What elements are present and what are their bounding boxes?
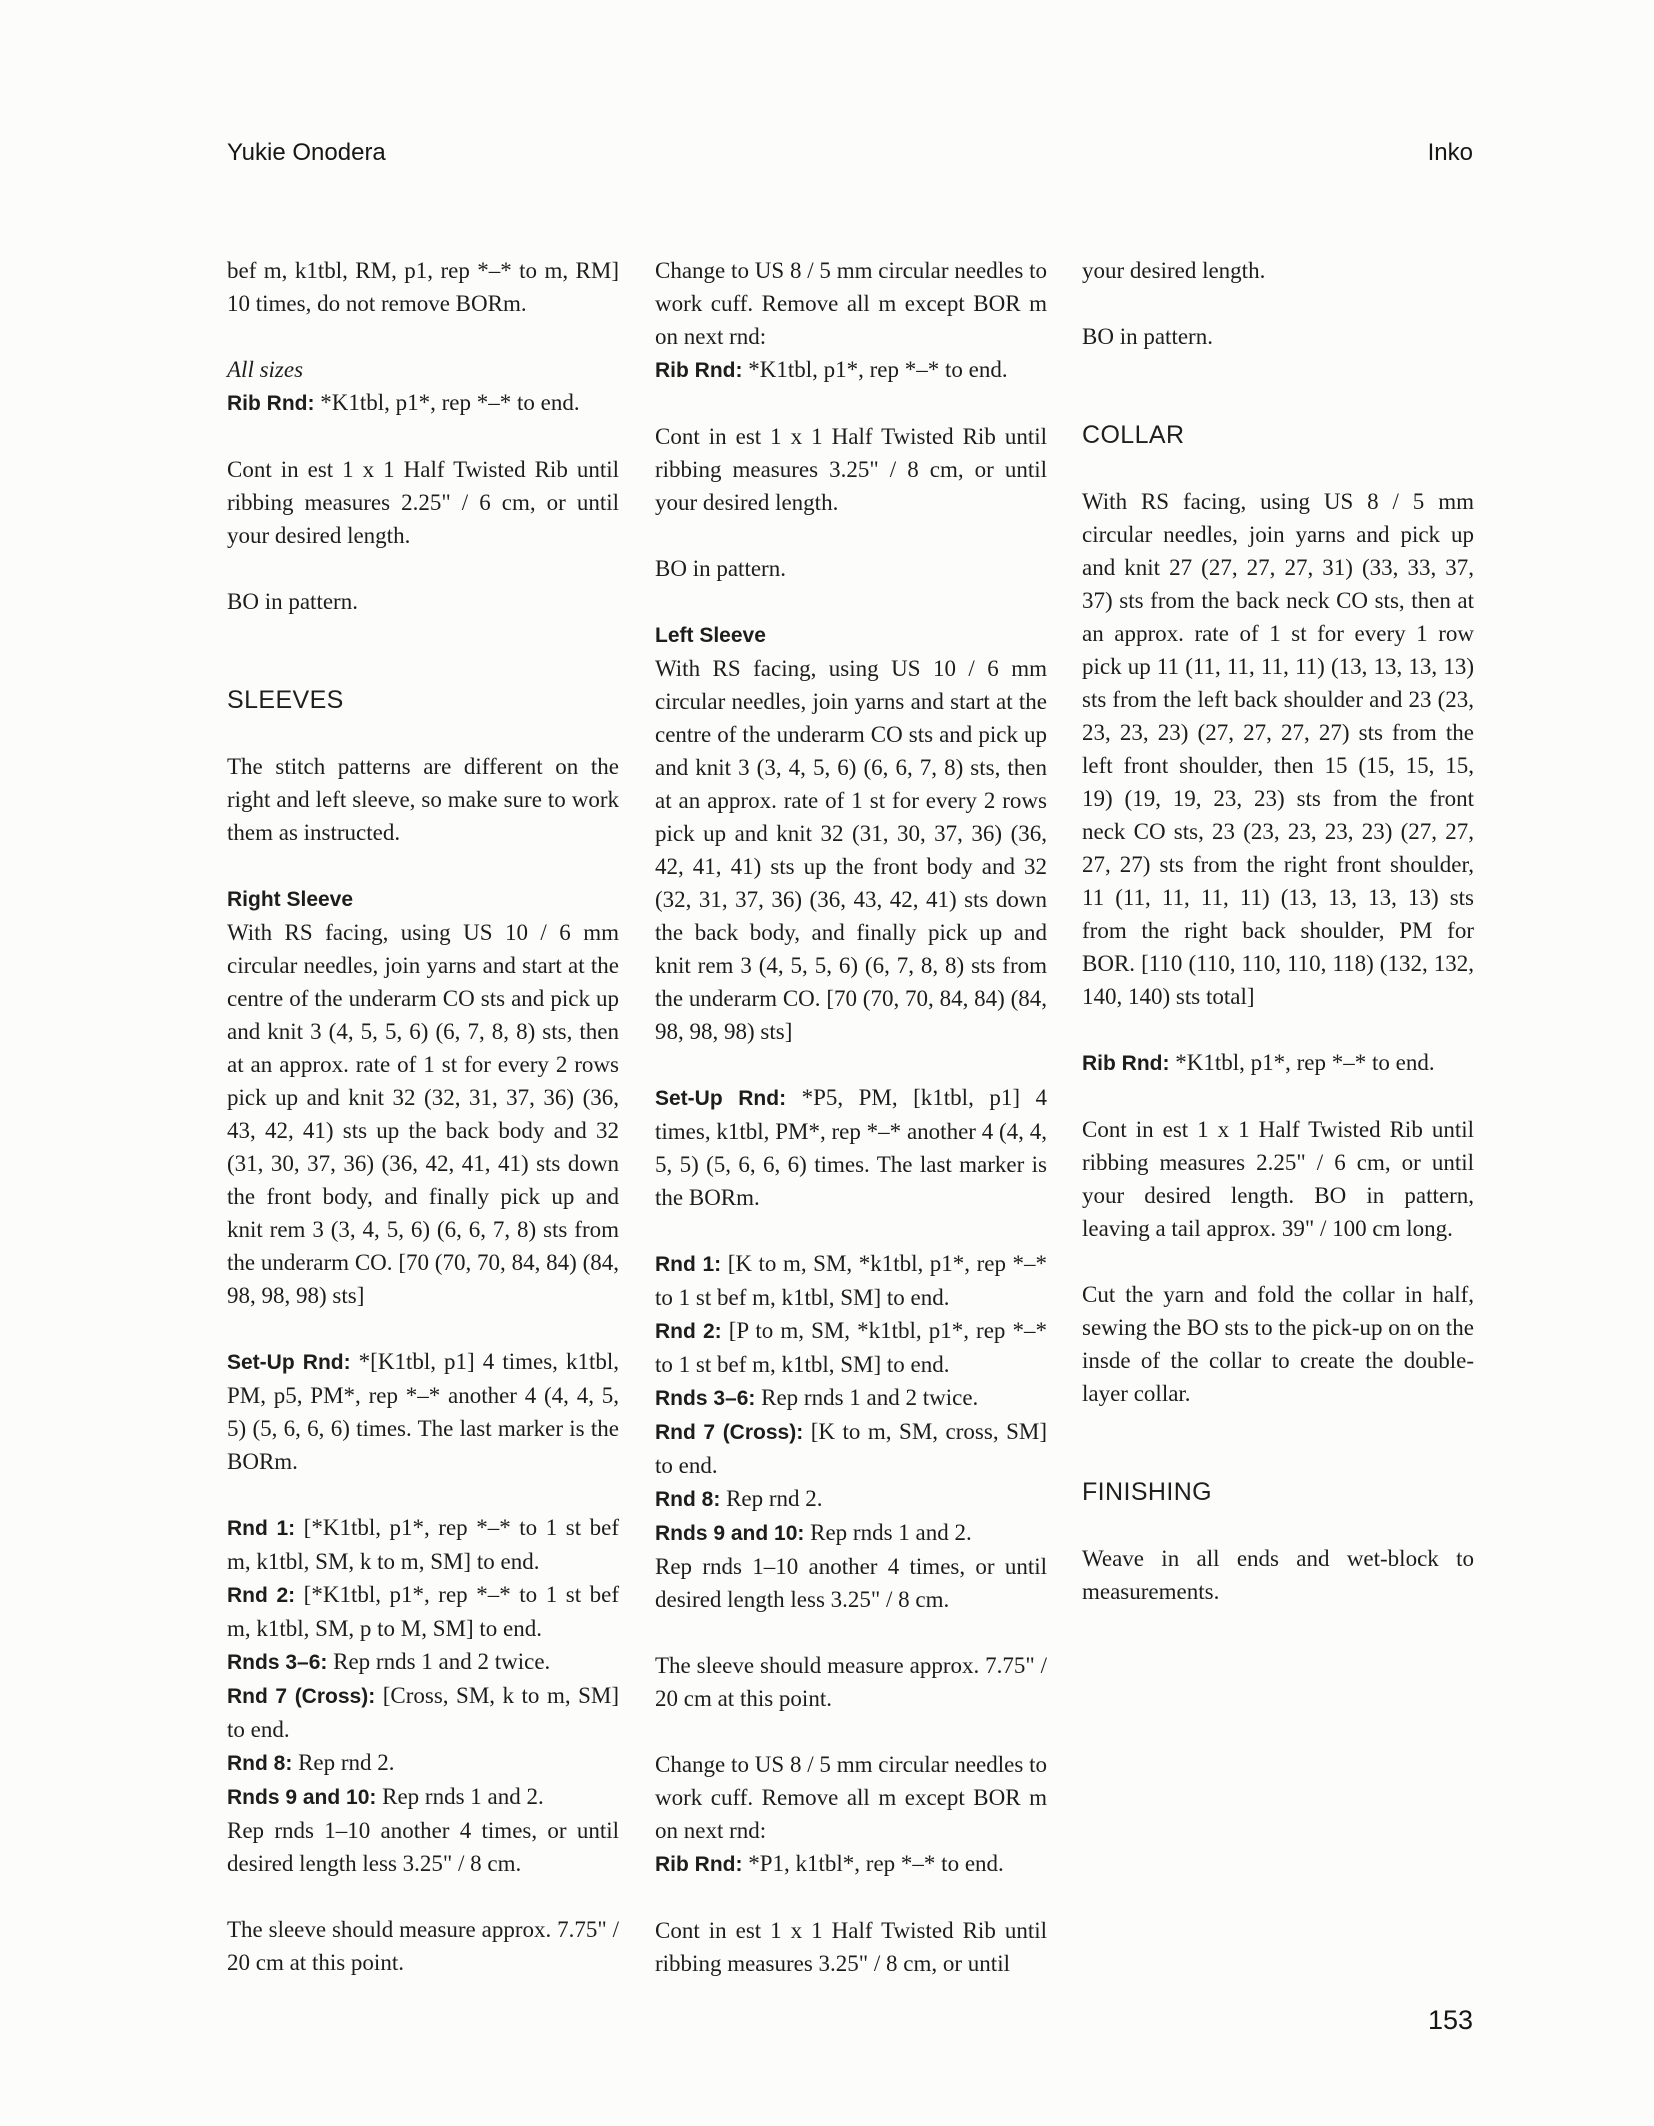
paragraph: [227, 1578, 619, 1645]
paragraph: [655, 1748, 1047, 1847]
paragraph-block: [227, 882, 619, 1312]
paragraph-block: [1082, 320, 1474, 353]
paragraph-block: [655, 1247, 1047, 1616]
paragraph: [227, 353, 619, 386]
bold-label: Rnds 9 and 10:: [655, 1522, 805, 1545]
text-run: Rep rnds 1 and 2.: [804, 1520, 972, 1545]
paragraph-block: [655, 552, 1047, 585]
paragraph: [1082, 320, 1474, 353]
text-run: *K1tbl, p1*, rep *–* to end.: [742, 357, 1008, 382]
bold-label: Set-Up Rnd:: [655, 1087, 787, 1110]
paragraph: [227, 386, 619, 420]
paragraph-block: [655, 1914, 1047, 1980]
paragraph-block: [227, 1345, 619, 1478]
paragraph: [1082, 1542, 1474, 1608]
paragraph: [655, 1314, 1047, 1381]
paragraph: [227, 585, 619, 618]
text-run: Rep rnd 2.: [720, 1486, 823, 1511]
bold-label: Rnds 9 and 10:: [227, 1786, 377, 1809]
paragraph-block: [227, 1913, 619, 1979]
paragraph-block: [655, 618, 1047, 1048]
paragraph-block: [1082, 1542, 1474, 1608]
paragraph: [655, 1649, 1047, 1715]
section-heading: SLEEVES: [227, 686, 344, 714]
paragraph: [227, 882, 619, 916]
header-author: Yukie Onodera: [227, 139, 386, 166]
paragraph: [1082, 1278, 1474, 1410]
text-run: The sleeve should measure approx. 7.75" / 20 cm at this point.: [655, 1653, 1047, 1711]
paragraph: [655, 1516, 1047, 1550]
text-run: BO in pattern.: [227, 589, 358, 614]
bold-label: Set-Up Rnd:: [227, 1351, 351, 1374]
text-run: The sleeve should measure approx. 7.75" / 20 cm at this point.: [227, 1917, 619, 1975]
paragraph-block: [655, 420, 1047, 519]
text-run: Rep rnds 1 and 2 twice.: [755, 1385, 979, 1410]
paragraph: [227, 1814, 619, 1880]
text-run: Cont in est 1 x 1 Half Twisted Rib until ribbing measures 2.25" / 6 cm, or until your desired length. BO in pattern, leaving a tail approx. 39" / 100 cm long.: [1082, 1117, 1474, 1241]
text-run: your desired length.: [1082, 258, 1266, 283]
paragraph: [227, 1345, 619, 1478]
paragraph: [227, 916, 619, 1312]
text-run: *[K1tbl, p1] 4 times, k1tbl, PM, p5, PM*, rep *–* another 4 (4, 4, 5, 5) (5, 6, 6, 6) times. The last marker is the BORm.: [227, 1349, 619, 1474]
text-run: Rep rnds 1–10 another 4 times, or until desired length less 3.25" / 8 cm.: [655, 1554, 1047, 1612]
text-run: Rep rnds 1–10 another 4 times, or until desired length less 3.25" / 8 cm.: [227, 1818, 619, 1876]
text-run: With RS facing, using US 8 / 5 mm circular needles, join yarns and pick up and knit 27 (27, 27, 27, 31) (33, 33, 37, 37) sts from the back neck CO sts, then at an approx. rate of 1 st for every 1 row pick up 11 (11, 11, 11, 11) (13, 13, 13, 13) sts from the left back shoulder and 23 (23, 23, 23, 23) (27, 27, 27, 27) sts from the left front shoulder, then 15 (15, 15, 15, 19) (19, 19, 23, 23) sts from the front neck CO sts, 23 (23, 23, 23, 23) (27, 27, 27, 27) sts from the right front shoulder, 11 (11, 11, 11, 11) (13, 13, 13, 13) sts from the right back shoulder, PM for BOR. [110 (110, 110, 110, 118) (132, 132, 140, 140) sts total]: [1082, 489, 1474, 1009]
header-title: Inko: [1427, 139, 1473, 166]
bold-label: Rib Rnd:: [227, 392, 315, 415]
paragraph-block: [655, 1748, 1047, 1881]
bold-label: Rnd 7 (Cross):: [227, 1685, 376, 1708]
text-run: Cont in est 1 x 1 Half Twisted Rib until ribbing measures 2.25" / 6 cm, or until your desired length.: [227, 457, 619, 548]
paragraph-block: [655, 1081, 1047, 1214]
paragraph-block: [227, 254, 619, 320]
text-run: [K to m, SM, cross, SM] to end.: [655, 1419, 1047, 1478]
paragraph: [1082, 1113, 1474, 1245]
bold-label: Rnd 1:: [227, 1517, 296, 1540]
text-run: [*K1tbl, p1*, rep *–* to 1 st bef m, k1tbl, SM, k to m, SM] to end.: [227, 1515, 620, 1574]
paragraph: [227, 750, 619, 849]
paragraph: [227, 1780, 619, 1814]
paragraph: [655, 618, 1047, 652]
paragraph: [655, 1550, 1047, 1616]
text-run: *P1, k1tbl*, rep *–* to end.: [742, 1851, 1004, 1876]
text-run: [K to m, SM, *k1tbl, p1*, rep *–* to 1 st bef m, k1tbl, SM] to end.: [655, 1251, 1047, 1310]
bold-label: Rib Rnd:: [655, 359, 743, 382]
paragraph-block: [227, 453, 619, 552]
text-run: With RS facing, using US 10 / 6 mm circular needles, join yarns and start at the centre of the underarm CO sts and pick up and knit 3 (4, 5, 5, 6) (6, 7, 8, 8) sts, then at an approx. rate of 1 st for every 2 rows pick up and knit 32 (32, 31, 37, 36) (36, 43, 42, 41) sts up the back body and 32 (31, 30, 37, 36) (36, 42, 41, 41) sts down the front body, and finally pick up and knit rem 3 (3, 4, 5, 6) (6, 6, 7, 8) sts from the underarm CO. [70 (70, 70, 84, 84) (84, 98, 98, 98) sts]: [227, 920, 619, 1308]
text-run: Rep rnds 1 and 2 twice.: [327, 1649, 551, 1674]
text-run: bef m, k1tbl, RM, p1, rep *–* to m, RM] 10 times, do not remove BORm.: [227, 258, 619, 316]
bold-label: Right Sleeve: [227, 888, 354, 911]
paragraph: [227, 1913, 619, 1979]
paragraph: [227, 1511, 619, 1578]
bold-label: Rnd 8:: [655, 1488, 721, 1511]
bold-label: Rnd 2:: [655, 1320, 722, 1343]
paragraph: [655, 1914, 1047, 1980]
paragraph: [1082, 1046, 1474, 1080]
paragraph-block: [1082, 485, 1474, 1013]
text-run: [Cross, SM, k to m, SM] to end.: [227, 1683, 619, 1742]
text-run: *P5, PM, [k1tbl, p1] 4 times, k1tbl, PM*, rep *–* another 4 (4, 4, 5, 5) (5, 6, 6, 6) times. The last marker is the BORm.: [655, 1085, 1047, 1210]
paragraph-block: [1082, 1278, 1474, 1410]
paragraph: [227, 1746, 619, 1780]
paragraph: [227, 453, 619, 552]
text-run: Rep rnds 1 and 2.: [376, 1784, 544, 1809]
text-run: Change to US 8 / 5 mm circular needles to work cuff. Remove all m except BOR m on next rnd:: [655, 1752, 1047, 1843]
paragraph: [655, 1415, 1047, 1482]
paragraph: [655, 254, 1047, 353]
paragraph-block: [655, 1649, 1047, 1715]
text-run: Cont in est 1 x 1 Half Twisted Rib until ribbing measures 3.25" / 8 cm, or until your desired length.: [655, 424, 1047, 515]
paragraph-block: [1082, 1046, 1474, 1080]
column-3: [1082, 254, 1474, 1641]
bold-label: Rnd 8:: [227, 1752, 293, 1775]
text-run: All sizes: [227, 357, 304, 382]
paragraph: [655, 652, 1047, 1048]
paragraph-block: [227, 353, 619, 420]
bold-label: Rnds 3–6:: [655, 1387, 756, 1410]
column-2: [655, 254, 1047, 2013]
paragraph-block: [227, 1511, 619, 1880]
bold-label: Rib Rnd:: [1082, 1052, 1170, 1075]
paragraph: [655, 1482, 1047, 1516]
text-run: *K1tbl, p1*, rep *–* to end.: [314, 390, 580, 415]
text-run: Weave in all ends and wet-block to measurements.: [1082, 1546, 1474, 1604]
text-run: Change to US 8 / 5 mm circular needles to work cuff. Remove all m except BOR m on next rnd:: [655, 258, 1047, 349]
paragraph: [655, 552, 1047, 585]
paragraph-block: [1082, 1113, 1474, 1245]
paragraph: [227, 1645, 619, 1679]
bold-label: Rnd 7 (Cross):: [655, 1421, 804, 1444]
text-run: Rep rnd 2.: [292, 1750, 395, 1775]
paragraph: [1082, 254, 1474, 287]
section-heading: COLLAR: [1082, 421, 1185, 449]
text-run: BO in pattern.: [655, 556, 786, 581]
bold-label: Rib Rnd:: [655, 1853, 743, 1876]
text-run: With RS facing, using US 10 / 6 mm circular needles, join yarns and start at the centre of the underarm CO sts and pick up and knit 3 (3, 4, 5, 6) (6, 6, 7, 8) sts, then at an approx. rate of 1 st for every 2 rows pick up and knit 32 (31, 30, 37, 36) (36, 42, 41, 41) sts up the front body and 32 (32, 31, 37, 36) (36, 43, 42, 41) sts down the back body, and finally pick up and knit rem 3 (4, 5, 5, 6) (6, 7, 8, 8) sts from the underarm CO. [70 (70, 70, 84, 84) (84, 98, 98, 98) sts]: [655, 656, 1047, 1044]
paragraph: [655, 353, 1047, 387]
text-run: [P to m, SM, *k1tbl, p1*, rep *–* to 1 st bef m, k1tbl, SM] to end.: [655, 1318, 1047, 1377]
text-run: [*K1tbl, p1*, rep *–* to 1 st bef m, k1tbl, SM, p to M, SM] to end.: [227, 1582, 620, 1641]
section-heading: FINISHING: [1082, 1478, 1212, 1506]
paragraph: [227, 1679, 619, 1746]
paragraph: [227, 254, 619, 320]
page-number: 153: [1427, 2005, 1473, 2035]
column-1: [227, 254, 619, 2012]
text-run: The stitch patterns are different on the right and left sleeve, so make sure to work them as instructed.: [227, 754, 619, 845]
bold-label: Rnd 2:: [227, 1584, 296, 1607]
paragraph: [655, 1081, 1047, 1214]
paragraph-block: [655, 254, 1047, 387]
paragraph: [655, 1847, 1047, 1881]
text-run: Cut the yarn and fold the collar in half, sewing the BO sts to the pick-up on on the insde of the collar to create the double-layer collar.: [1082, 1282, 1474, 1406]
paragraph-block: [227, 585, 619, 618]
bold-label: Left Sleeve: [655, 624, 766, 647]
paragraph: [1082, 485, 1474, 1013]
bold-label: Rnd 1:: [655, 1253, 722, 1276]
text-run: *K1tbl, p1*, rep *–* to end.: [1169, 1050, 1435, 1075]
paragraph: [655, 1381, 1047, 1415]
paragraph-block: [1082, 254, 1474, 287]
running-header: [227, 139, 1473, 167]
text-run: BO in pattern.: [1082, 324, 1213, 349]
text-run: Cont in est 1 x 1 Half Twisted Rib until ribbing measures 3.25" / 8 cm, or until: [655, 1918, 1047, 1976]
paragraph-block: [227, 750, 619, 849]
paragraph: [655, 420, 1047, 519]
paragraph: [655, 1247, 1047, 1314]
bold-label: Rnds 3–6:: [227, 1651, 328, 1674]
